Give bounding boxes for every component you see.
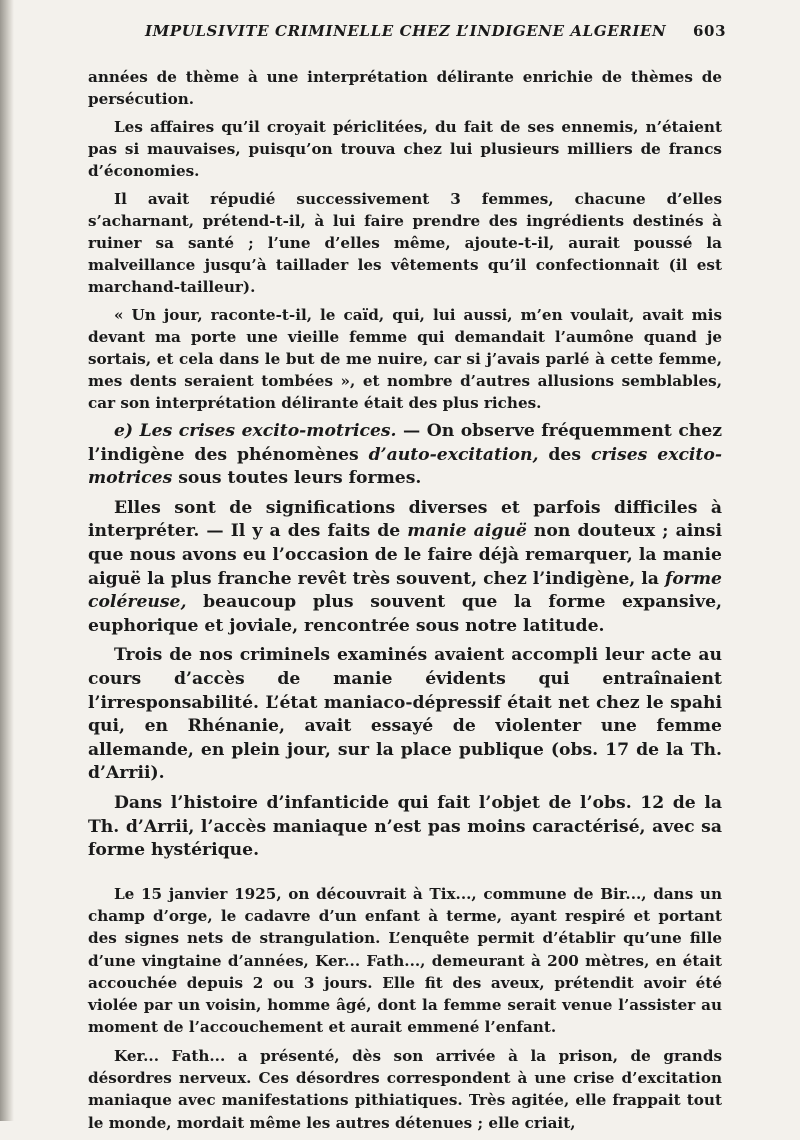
paragraph-9: Le 15 janvier 1925, on découvrait à Tix..., commune de Bir..., dans un champ d’orge, le cadavre d’un enfant à terme, ayant respiré et portant des signes nets de strangulation. L’enquête permit d’établir qu’une fille d’une vingtaine d’années, Ker... Fath..., demeurant à 200 mètres, en était accouchée depuis 2 ou 3 jours. Elle fit des aveux, prétendit avoir été violée par un voisin, homme âgé, dont la femme serait venue l’assister au moment de l’accouchement et aurait emmené l’enfant. bbox=[88, 884, 722, 1037]
running-header bbox=[145, 22, 725, 40]
spacer bbox=[88, 869, 722, 883]
paragraph-3: Il avait répudié successivement 3 femmes, chacune d’elles s’acharnant, prétend-t-il, à lui faire prendre des ingrédients destinés à ruiner sa santé ; l’une d’elles même, ajoute-t-il, aurait poussé la malveillance jusqu’à taillader les vêtements qu’il confectionnait (il est marchand-tailleur). bbox=[88, 190, 722, 296]
text-run: Elles sont de significations diverses et parfois difficiles à interpréter. — Il y a des faits de bbox=[88, 497, 722, 542]
paragraph-2: Les affaires qu’il croyait périclitées, du fait de ses ennemis, n’étaient pas si mauvaises, puisqu’on trouva chez lui plusieurs milliers de francs d’économies. bbox=[88, 118, 722, 180]
paragraph-1: années de thème à une interprétation délirante enrichie de thèmes de persécution. bbox=[88, 68, 722, 108]
page-number: 603 bbox=[693, 22, 727, 40]
emphasis: crises excito-motrices bbox=[88, 444, 722, 489]
text-run: sous toutes leurs formes. bbox=[172, 468, 422, 489]
section-heading: e) Les crises excito-motrices. bbox=[114, 421, 397, 441]
text-run: — On observe fréquemment chez l’indigène des phénomènes bbox=[88, 421, 722, 465]
emphasis: manie aiguë bbox=[407, 521, 527, 542]
emphasis: d’auto-excitation, bbox=[368, 444, 539, 465]
paragraph-8: Dans l’histoire d’infanticide qui fait l’objet de l’obs. 12 de la Th. d’Arrii, l’accès maniaque n’est pas moins caractérisé, avec sa forme hystérique. bbox=[88, 792, 722, 861]
paragraph-5 bbox=[88, 420, 722, 491]
text-run: des bbox=[538, 444, 591, 465]
paragraph-6 bbox=[88, 497, 722, 639]
text-run: non douteux ; ainsi que nous avons eu l’occasion de le faire déjà remarquer, la manie aiguë la plus franche revêt très souvent, chez l’indigène, la bbox=[88, 521, 723, 589]
running-title: IMPULSIVITE CRIMINELLE CHEZ L’INDIGENE ALGERIEN bbox=[145, 22, 667, 40]
paragraph-4: « Un jour, raconte-t-il, le caïd, qui, lui aussi, m’en voulait, avait mis devant ma porte une vieille femme qui demandait l’aumône quand je sortais, et cela dans le but de me nuire, car si j’avais parlé à cette femme, mes dents seraient tombées », et nombre d’autres allusions semblables, car son interprétation délirante était des plus riches. bbox=[88, 306, 722, 412]
text-run: beaucoup plus souvent que la forme expansive, euphorique et joviale, rencontrée sous notre latitude. bbox=[88, 592, 722, 636]
page-body bbox=[88, 66, 722, 1140]
paragraph-10: Ker... Fath... a présenté, dès son arrivée à la prison, de grands désordres nerveux. Ces désordres correspondent à une crise d’excitation maniaque avec manifestations pithiatiques. Très agitée, elle frappait tout le monde, mordait même les autres détenues ; elle criait, bbox=[88, 1046, 722, 1132]
emphasis: forme coléreuse, bbox=[88, 568, 722, 613]
paragraph-7: Trois de nos criminels examinés avaient accompli leur acte au cours d’accès de manie évidents qui entraînaient l’irresponsabilité. L’état maniaco-dépressif était net chez le spahi qui, en Rhénanie, avait essayé de violenter une femme allemande, en plein jour, sur la place publique (obs. 17 de la Th. d’Arrii). bbox=[88, 645, 722, 784]
page-gutter bbox=[0, 0, 14, 1121]
